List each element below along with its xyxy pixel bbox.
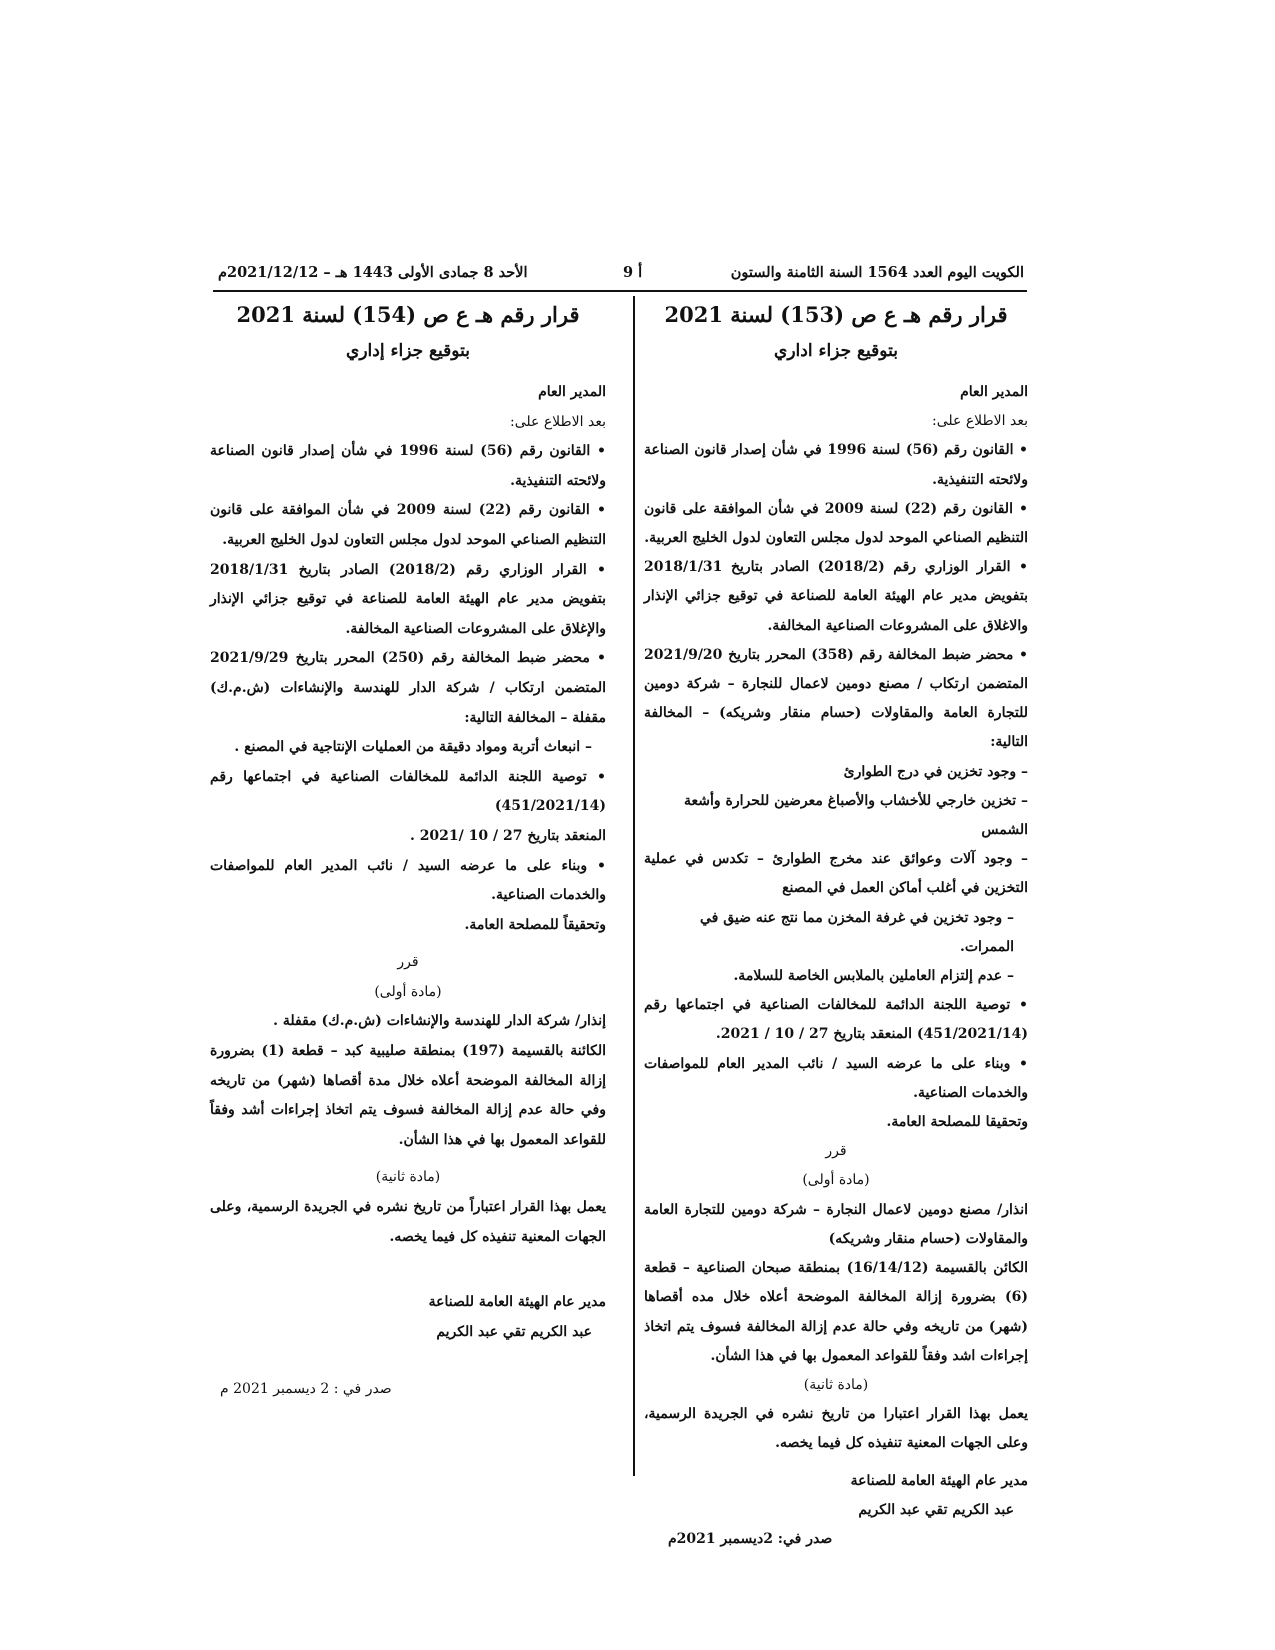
decision-154-column (210, 300, 606, 1405)
violation-item: – انبعاث أتربة ومواد دقيقة من العمليات الإنتاجية في المصنع . (234, 739, 592, 756)
header-page-number: 9 أ (623, 264, 643, 281)
decision-153-subtitle: بتوقيع جزاء اداري (774, 341, 898, 361)
preamble-label: بعد الاطلاع على: (510, 413, 606, 430)
signatory-name: عبد الكريم تقي عبد الكريم (436, 1323, 592, 1340)
committee-meeting-date: المنعقد بتاريخ 27 / 10 /2021 . (409, 827, 606, 844)
page-header (218, 262, 1024, 288)
director-general-label: المدير العام (960, 384, 1028, 400)
article-one-heading: (مادة أولى) (374, 983, 442, 1000)
public-interest-line: وتحقيقا للمصلحة العامة. (886, 1114, 1028, 1131)
violation-item: – عدم إلتزام العاملين بالملابس الخاصة للسلامة. (733, 968, 1014, 985)
clause-proposal: • وبناء على ما عرضه السيد / نائب المدير العام للمواصفات والخدمات الصناعية. (210, 857, 606, 904)
signatory-title: مدير عام الهيئة العامة للصناعة (850, 1472, 1028, 1489)
header-issue-info: الكويت اليوم العدد 1564 السنة الثامنة والستون (730, 264, 1024, 281)
decided-heading: قرر (825, 1143, 847, 1160)
article-two-text: يعمل بهذا القرار اعتباراً من تاريخ نشره في الجريدة الرسمية، وعلى الجهات المعنية تنفيذه كل فيما يخصه. (210, 1199, 606, 1245)
preamble-label: بعد الاطلاع على: (932, 413, 1028, 430)
decision-153-column (644, 300, 1028, 1554)
article-one-party: إنذار/ شركة الدار للهندسة والإنشاءات (ش.م.ك) مقفلة . (273, 1013, 606, 1030)
clause-ministerial-decision: • القرار الوزاري رقم (2018/2) الصادر بتاريخ 2018/1/31 بتفويض مدير عام الهيئة العامة للصناعة في توقيع جزائي الإنذار والإغلاق على المشروعات الصناعية المخالفة. (210, 561, 606, 637)
decision-154-subtitle: بتوقيع جزاء إداري (346, 341, 470, 361)
issue-date: صدر في: 2ديسمبر 2021م (668, 1530, 833, 1547)
clause-ministerial-decision: • القرار الوزاري رقم (2018/2) الصادر بتاريخ 2018/1/31 بتفويض مدير عام الهيئة العامة للصناعة في توقيع جزائي الإنذار والاغلاق على المشروعات الصناعية المخالفة. (644, 559, 1028, 634)
article-one-party: انذار/ مصنع دومين لاعمال النجارة – شركة دومين للتجارة العامة والمقاولات (حسام منقار وشريكه) (644, 1201, 1028, 1247)
column-divider (633, 296, 635, 1476)
clause-committee-recommendation: • توصية اللجنة الدائمة للمخالفات الصناعية في اجتماعها رقم (451/2021/14) المنعقد بتاريخ 27 / 10 / 2021. (644, 997, 1028, 1043)
article-one-text: الكائنة بالقسيمة (197) بمنطقة صليبية كبد – قطعة (1) بضرورة إزالة المخالفة الموضحة أعلاه خلال مدة أقصاها (شهر) من تاريخه وفي حالة عدم إزالة المخالفة فسوف يتم اتخاذ إجراءات أشد وفقاً للقواعد المعمول بها في هذا الشأن. (210, 1043, 606, 1148)
clause-committee-recommendation: • توصية اللجنة الدائمة للمخالفات الصناعية في اجتماعها رقم (451/2021/14) (210, 768, 606, 815)
issue-date: صدر في : 2 ديسمبر 2021 م (220, 1381, 392, 1398)
clause-law-22: • القانون رقم (22) لسنة 2009 في شأن الموافقة على قانون التنظيم الصناعي الموحد لدول مجلس التعاون لدول الخليج العربية. (210, 502, 607, 548)
violation-item: – وجود آلات وعوائق عند مخرج الطوارئ – تكدس في عملية التخزين في أغلب أماكن العمل في المصنع (644, 851, 1028, 897)
director-general-label: المدير العام (538, 384, 606, 400)
article-two-heading: (مادة ثانية) (803, 1376, 869, 1393)
article-two-text: يعمل بهذا القرار اعتبارا من تاريخ نشره في الجريدة الرسمية، وعلى الجهات المعنية تنفيذه كل فيما يخصه. (644, 1406, 1028, 1452)
clause-violation-report: • محضر ضبط المخالفة رقم (358) المحرر بتاريخ 2021/9/20 المتضمن ارتكاب / مصنع دومين لاعمال للنجارة – شركة دومين للتجارة العامة والمقاولات (حسام منقار وشريكه) – المخالفة التالية: (644, 646, 1028, 751)
clause-law-56: • القانون رقم (56) لسنة 1996 في شأن إصدار قانون الصناعة ولائحته التنفيذية. (210, 443, 606, 489)
decision-153-title: قرار رقم هـ ع ص (153) لسنة 2021 (664, 302, 1008, 327)
clause-violation-report: • محضر ضبط المخالفة رقم (250) المحرر بتاريخ 2021/9/29 المتضمن ارتكاب / شركة الدار للهندسة والإنشاءات (ش.م.ك) مقفلة – المخالفة التالية: (210, 650, 606, 726)
article-two-heading: (مادة ثانية) (375, 1169, 441, 1186)
clause-proposal: • وبناء على ما عرضه السيد / نائب المدير العام للمواصفات والخدمات الصناعية. (644, 1055, 1028, 1101)
decision-154-title: قرار رقم هـ ع ص (154) لسنة 2021 (236, 302, 580, 327)
article-one-text: الكائن بالقسيمة (16/14/12) بمنطقة صبحان الصناعية – قطعة (6) بضرورة إزالة المخالفة الموضحة أعلاه خلال مده أقصاها (شهر) من تاريخه وفي حالة عدم إزالة المخالفة فسوف يتم اتخاذ إجراءات اشد وفقاً للقواعد المعمول بها في هذا الشأن. (644, 1260, 1028, 1364)
signatory-name: عبد الكريم تقي عبد الكريم (858, 1501, 1014, 1518)
clause-law-22: • القانون رقم (22) لسنة 2009 في شأن الموافقة على قانون التنظيم الصناعي الموحد لدول مجلس التعاون لدول الخليج العربية. (644, 500, 1028, 547)
public-interest-line: وتحقيقاً للمصلحة العامة. (464, 916, 606, 933)
clause-law-56: • القانون رقم (56) لسنة 1996 في شأن إصدار قانون الصناعة ولائحته التنفيذية. (644, 442, 1028, 488)
violation-item: – وجود تخزين في درج الطوارئ (843, 763, 1028, 780)
decided-heading: قرر (397, 954, 419, 971)
violation-item: – تخزين خارجي للأخشاب والأصباغ معرضين للحرارة وأشعة الشمس (684, 792, 1028, 839)
header-date: الأحد 8 جمادى الأولى 1443 هـ – 2021/12/12م (218, 264, 528, 281)
header-rule (213, 290, 1027, 292)
article-one-heading: (مادة أولى) (802, 1172, 870, 1189)
signatory-title: مدير عام الهيئة العامة للصناعة (428, 1294, 606, 1311)
violation-item: – وجود تخزين في غرفة المخزن مما نتج عنه ضيق في الممرات. (700, 909, 1014, 955)
